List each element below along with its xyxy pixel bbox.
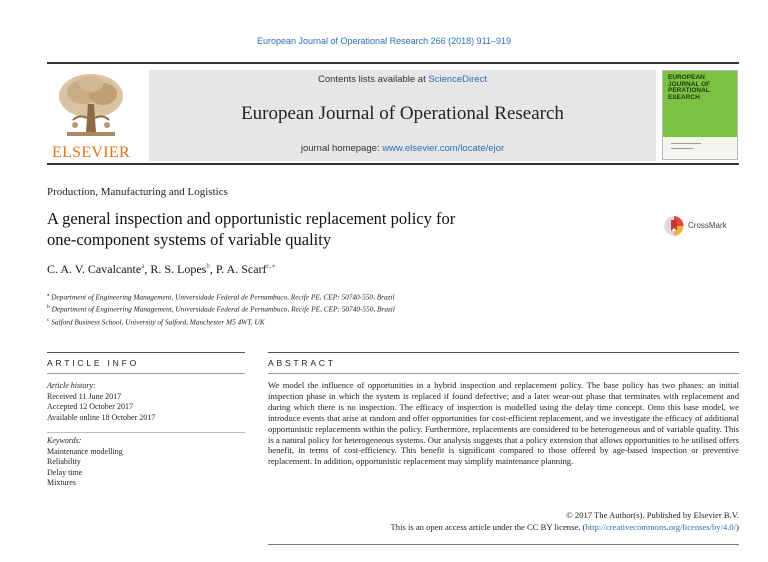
cover-line: [671, 148, 693, 149]
keyword-item: Maintenance modelling: [47, 446, 123, 456]
crossmark-label: CrossMark: [688, 221, 727, 230]
elsevier-logo[interactable]: [47, 70, 135, 162]
article-title: [47, 208, 627, 250]
affiliation-mark: b: [47, 304, 50, 311]
abstract-rule: [268, 352, 739, 353]
affiliation-text: Department of Engineering Management, Universidade Federal de Pernambuco, Recife PE, CEP: 50740-550, Brazil: [51, 292, 395, 302]
cover-green-panel: [663, 71, 737, 137]
history-label: Article history:: [47, 381, 96, 390]
license-notice: [268, 522, 739, 532]
keywords-rule: [47, 432, 245, 433]
affiliation-mark: a: [47, 292, 50, 298]
header-bottom-rule: [47, 163, 739, 165]
online-date: Available online 18 October 2017: [47, 412, 156, 422]
author-name[interactable]: R. S. Lopes: [150, 262, 207, 276]
license-suffix: ): [736, 522, 739, 532]
license-prefix: This is an open access article under the CC BY license. (: [390, 522, 586, 532]
license-link[interactable]: http://creativecommons.org/licenses/by/4.0/: [585, 522, 737, 532]
abstract-bottom-rule: [268, 544, 739, 545]
homepage-link[interactable]: www.elsevier.com/locate/ejor: [382, 143, 505, 154]
author-separator: ,: [209, 262, 216, 276]
keywords-label: Keywords:: [47, 436, 82, 445]
cover-title: EUROPEAN JOURNAL OF PERATIONAL ESEARCH: [668, 74, 711, 101]
abstract-underline: [268, 373, 739, 374]
journal-cover-thumbnail[interactable]: [662, 70, 738, 160]
received-date: Received 11 June 2017: [47, 391, 122, 401]
affiliation-item: [47, 302, 395, 314]
copyright-notice: © 2017 The Author(s). Published by Elsevier B.V.: [566, 510, 739, 520]
author-affiliation-mark[interactable]: b: [206, 262, 210, 270]
keyword-item: Reliability: [47, 457, 81, 466]
journal-citation-link[interactable]: European Journal of Operational Research 266 (2018) 911–919: [256, 36, 511, 46]
affiliation-text: Department of Engineering Management, Universidade Federal de Pernambuco, Recife PE, CEP: 50740-550, Brazil: [51, 304, 395, 314]
publisher-wordmark: ELSEVIER: [52, 144, 130, 161]
homepage-line: journal homepage: www.elsevier.com/locate/ejor: [300, 143, 505, 154]
abstract-body: We model the influence of opportunities in a hybrid inspection and replacement policy. The base policy has two phases: an initial inspection phase in which the system is replaced if found defective; and a later wear-out phase that terminates with replacement and during which there is no inspection. The efficacy of inspection is modelled using the delay time concept. Onto this base model, we introduce events that arise at random and offer opportunities for cost-efficient replacement, and we investigate the efficacy of additional opportunistic replacements within the policy. Furthermore, replacements are considered to be heterogeneous and of variable quality. This is a natural policy for heterogeneous systems. Our analysis suggests that a policy extension that allows opportunities to be utilised offers benefit, in terms of cost-efficiency. This benefit is significant compared to those offered by age-based inspection or preventive replacement. In addition, opportunistic replacement may simplify maintenance planning.: [268, 380, 739, 467]
author-name[interactable]: P. A. Scarf: [215, 262, 267, 276]
article-info-rule: [47, 352, 245, 353]
contents-line: Contents lists available at ScienceDirect: [318, 74, 487, 85]
elsevier-tree-icon: [53, 70, 129, 142]
journal-title: European Journal of Operational Research: [241, 103, 564, 124]
author-affiliation-mark[interactable]: a: [141, 262, 145, 270]
title-line-2: one-component systems of variable quality: [47, 230, 332, 249]
affiliation-item: [47, 315, 395, 327]
article-info-underline: [47, 373, 245, 374]
article-info-heading: ARTICLE INFO: [47, 358, 140, 368]
affiliation-item: [47, 290, 395, 302]
keyword-item: Mixtures: [47, 478, 76, 487]
abstract-heading: ABSTRACT: [268, 358, 336, 368]
crossmark-icon: [664, 214, 684, 238]
affiliation-list: [47, 290, 395, 327]
title-line-1: A general inspection and opportunistic replacement policy for: [47, 209, 456, 228]
accepted-date: Accepted 12 October 2017: [47, 402, 133, 411]
sciencedirect-link[interactable]: ScienceDirect: [428, 74, 487, 85]
author-list: [47, 262, 276, 277]
author-separator: ,: [144, 262, 151, 276]
cover-line: [671, 143, 701, 144]
keywords-block: [47, 436, 123, 489]
affiliation-text: Salford Business School, University of Salford, Manchester M5 4WT, UK: [51, 317, 265, 327]
author-affiliation-mark[interactable]: c,∗: [266, 262, 277, 270]
affiliation-mark: c: [47, 316, 50, 323]
article-history: [47, 381, 155, 423]
keyword-item: Delay time: [47, 467, 83, 477]
author-name[interactable]: C. A. V. Cavalcante: [47, 262, 142, 276]
cover-bottom-panel: [663, 137, 737, 159]
crossmark-badge[interactable]: [664, 214, 744, 240]
journal-banner: [149, 70, 656, 161]
article-section: Production, Manufacturing and Logistics: [47, 186, 228, 198]
header-top-rule: [47, 62, 739, 64]
